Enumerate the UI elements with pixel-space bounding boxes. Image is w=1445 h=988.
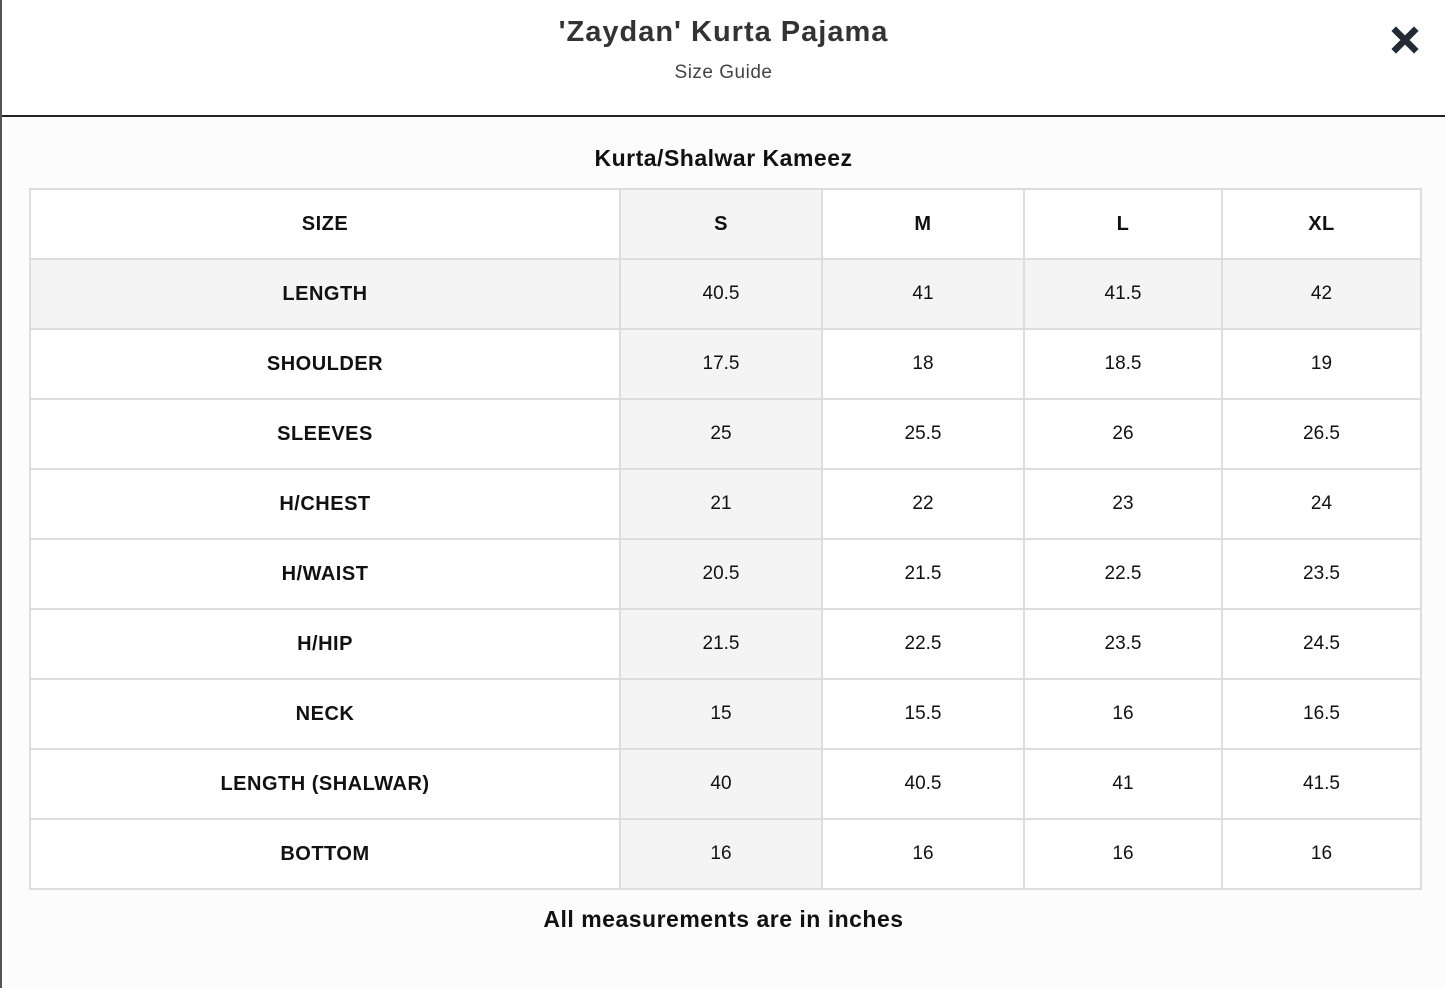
table-row <box>30 469 1421 539</box>
size-value: 17.5 <box>620 329 822 399</box>
size-value: 22.5 <box>822 609 1024 679</box>
size-value: 21 <box>620 469 822 539</box>
row-label: NECK <box>30 679 620 749</box>
modal-header <box>2 0 1445 117</box>
size-value: 16 <box>822 819 1024 889</box>
size-value: 23.5 <box>1222 539 1421 609</box>
table-row <box>30 539 1421 609</box>
size-value: 16.5 <box>1222 679 1421 749</box>
column-header: S <box>620 189 822 259</box>
table-row <box>30 609 1421 679</box>
size-value: 40.5 <box>620 259 822 329</box>
close-button[interactable] <box>1391 26 1419 54</box>
table-row <box>30 329 1421 399</box>
size-value: 41 <box>1024 749 1222 819</box>
row-label: LENGTH (SHALWAR) <box>30 749 620 819</box>
row-label: LENGTH <box>30 259 620 329</box>
size-value: 23 <box>1024 469 1222 539</box>
row-label: BOTTOM <box>30 819 620 889</box>
size-value: 40.5 <box>822 749 1024 819</box>
row-label: H/HIP <box>30 609 620 679</box>
size-value: 26.5 <box>1222 399 1421 469</box>
column-header: SIZE <box>30 189 620 259</box>
table-header-row <box>30 189 1421 259</box>
size-value: 16 <box>1024 819 1222 889</box>
table-row <box>30 399 1421 469</box>
size-value: 41 <box>822 259 1024 329</box>
size-chart-table <box>29 188 1422 890</box>
size-value: 15 <box>620 679 822 749</box>
product-title: 'Zaydan' Kurta Pajama <box>558 16 889 48</box>
measurement-note: All measurements are in inches <box>543 906 904 932</box>
size-value: 42 <box>1222 259 1421 329</box>
size-value: 24 <box>1222 469 1421 539</box>
size-value: 26 <box>1024 399 1222 469</box>
size-value: 16 <box>1222 819 1421 889</box>
size-value: 16 <box>1024 679 1222 749</box>
table-row <box>30 679 1421 749</box>
size-value: 20.5 <box>620 539 822 609</box>
section-title: Kurta/Shalwar Kameez <box>594 145 853 171</box>
size-value: 41.5 <box>1222 749 1421 819</box>
size-value: 21.5 <box>620 609 822 679</box>
close-icon <box>1391 26 1419 54</box>
column-header: L <box>1024 189 1222 259</box>
modal-subtitle: Size Guide <box>674 62 773 83</box>
row-label: H/WAIST <box>30 539 620 609</box>
size-value: 40 <box>620 749 822 819</box>
column-header: XL <box>1222 189 1421 259</box>
column-header: M <box>822 189 1024 259</box>
size-value: 24.5 <box>1222 609 1421 679</box>
size-value: 41.5 <box>1024 259 1222 329</box>
size-value: 23.5 <box>1024 609 1222 679</box>
size-value: 16 <box>620 819 822 889</box>
size-value: 19 <box>1222 329 1421 399</box>
row-label: SHOULDER <box>30 329 620 399</box>
row-label: H/CHEST <box>30 469 620 539</box>
size-value: 25 <box>620 399 822 469</box>
size-value: 21.5 <box>822 539 1024 609</box>
size-value: 18 <box>822 329 1024 399</box>
table-row <box>30 749 1421 819</box>
size-value: 15.5 <box>822 679 1024 749</box>
table-row <box>30 259 1421 329</box>
table-row <box>30 819 1421 889</box>
row-label: SLEEVES <box>30 399 620 469</box>
size-value: 25.5 <box>822 399 1024 469</box>
size-value: 22.5 <box>1024 539 1222 609</box>
size-value: 18.5 <box>1024 329 1222 399</box>
size-value: 22 <box>822 469 1024 539</box>
